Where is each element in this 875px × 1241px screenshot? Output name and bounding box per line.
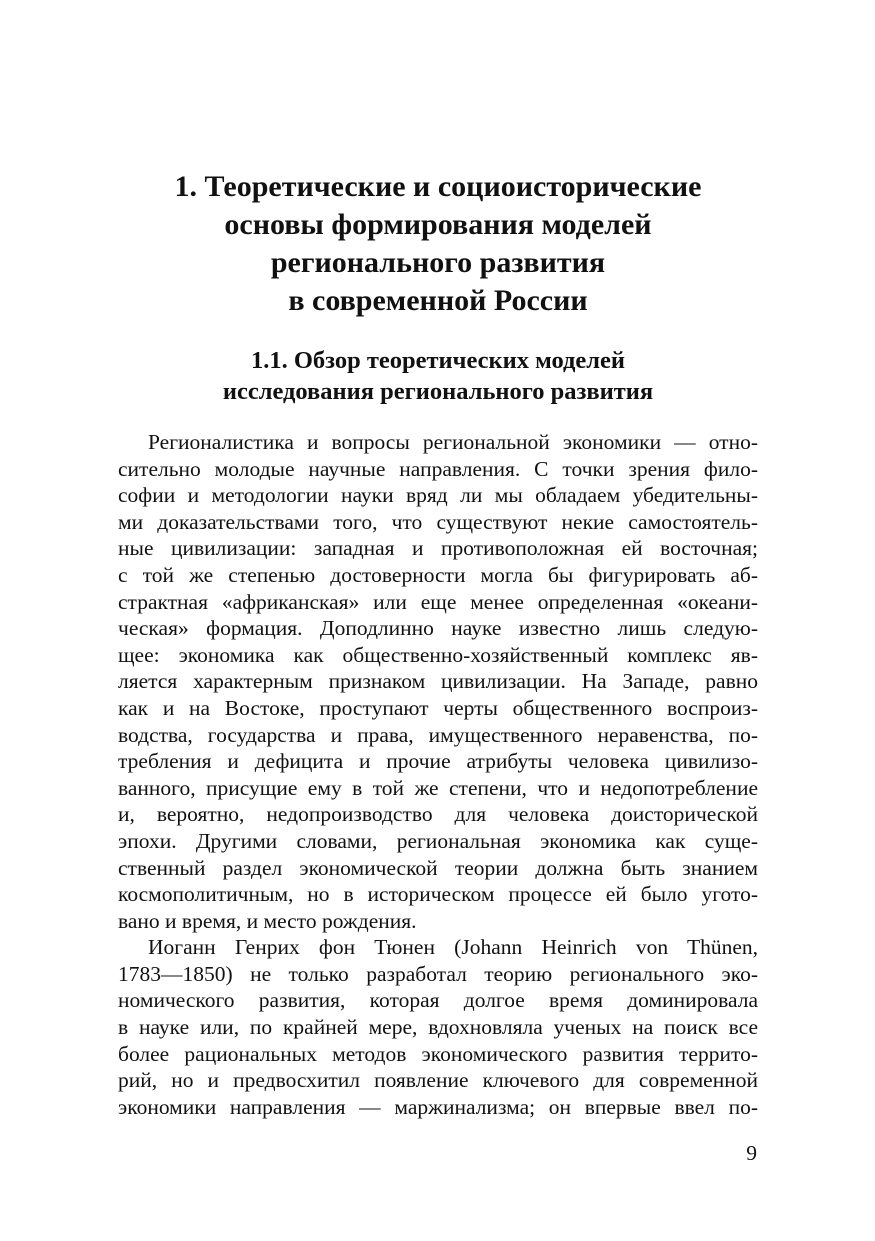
section-title-line: 1.1. Обзор теоретических моделей [250,347,626,374]
paragraph-line: Иоганн Генрих фон Тюнен (Johann Heinrich von Thünen, [148,935,758,960]
paragraph-line: как и на Востоке, проступают черты общественного воспроиз- [118,695,758,720]
paragraph-line: сительно молодые научные направления. С точки зрения фило- [118,456,758,481]
chapter-title-line: регионального развития [270,246,606,279]
page-number: 9 [746,1141,757,1165]
paragraph-line: страктная «африканская» или еще менее определенная «океани- [118,589,758,614]
paragraph-line: щее: экономика как общественно-хозяйственный комплекс яв- [118,642,758,667]
paragraph-line: 1783—1850) не только разработал теорию регионального эко- [118,961,758,986]
paragraph-line: софии и методологии науки вряд ли мы обладаем убедительны- [118,483,758,508]
paragraph [118,934,758,1120]
paragraph-line: ванного, присущие ему в той же степени, что и недопотребление [118,775,758,800]
paragraph-line: более рациональных методов экономического развития террито- [118,1041,758,1066]
paragraph-line: ные цивилизации: западная и противоположная ей восточная; [118,536,758,561]
paragraph-line: ляется характерным признаком цивилизации. На Западе, равно [118,669,758,694]
paragraph-line: рий, но и предвосхитил появление ключевого для современной [118,1068,758,1093]
paragraph-line: в науке или, по крайней мере, вдохновляла ученых на поиск все [118,1015,758,1040]
paragraph-line: космополитичным, но в историческом процессе ей было угото- [118,882,758,907]
paragraph [118,429,758,934]
paragraph-line: требления и дефицита и прочие атрибуты человека цивилизо- [118,749,758,774]
paragraph-line: ческая» формация. Доподлинно науке известно лишь следую- [118,616,758,641]
paragraph-line: Регионалистика и вопросы региональной экономики — отно- [148,430,758,454]
chapter-title [118,168,758,320]
paragraph-line: и, вероятно, недопроизводство для человека доисторической [118,802,758,827]
section-title-line: исследования регионального развития [222,378,654,405]
paragraph-line: эпохи. Другими словами, региональная экономика как суще- [118,828,758,853]
paragraph-line: ственный раздел экономической теории должна быть знанием [118,855,758,880]
body-text [118,429,758,1120]
paragraph-line: ми доказательствами того, что существуют некие самостоятель- [118,509,758,534]
paragraph-line: водства, государства и права, имущественного неравенства, по- [118,722,758,747]
paragraph-line: вано и время, и место рождения. [118,908,417,933]
paragraph-line: с той же степенью достоверности могла бы фигурировать аб- [118,562,758,587]
chapter-title-line: основы формирования моделей [224,208,652,241]
chapter-title-line: 1. Теоретические и социоисторические [174,170,702,203]
section-title [118,345,758,407]
paragraph-line: номического развития, которая долгое время доминировала [118,988,758,1013]
chapter-title-line: в современной России [288,284,588,317]
paragraph-line: экономики направления — маржинализма; он впервые ввел по- [118,1094,758,1119]
